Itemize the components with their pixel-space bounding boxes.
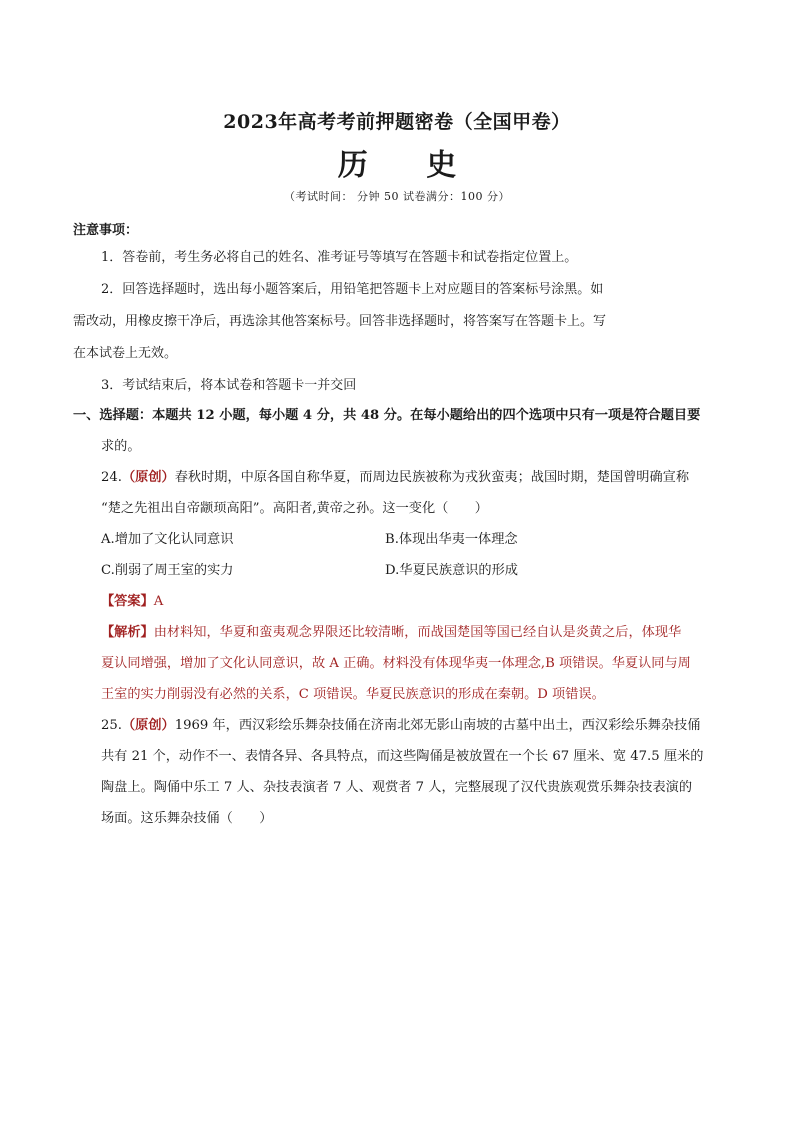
section-heading: 一、选择题：本题共 12 小题，每小题 4 分，共 48 分。在每小题给出的四个选项中只有一项是符合题目要 (73, 408, 701, 423)
answer-value: A (153, 594, 164, 609)
notice-item-1: 1．答卷前，考生务必将自己的姓名、准考证号等填写在答题卡和试卷指定位置上。 (101, 250, 578, 265)
question-25-line-1 (101, 718, 700, 734)
original-tag: （原创） (121, 718, 175, 733)
question-25-line-3: 陶盘上。陶俑中乐工 7 人、杂技表演者 7 人、观赏者 7 人，完整展现了汉代贵族观赏乐舞杂技表演的 (101, 780, 693, 795)
question-number: 24. (101, 470, 122, 485)
analysis-line-1 (101, 625, 681, 641)
section-heading-cont: 求的。 (101, 439, 141, 454)
analysis-label: 【解析】 (101, 625, 154, 640)
option-c: C.削弱了周王室的实力 (101, 563, 234, 578)
answer-label: 【答案】 (101, 594, 154, 609)
question-24-line-2: “楚之先祖出自帝颛顼高阳”。高阳者,黄帝之孙。这一变化（ ） (101, 501, 488, 516)
analysis-line-3: 王室的实力削弱没有必然的关系，C 项错误。华夏民族意识的形成在秦朝。D 项错误。 (101, 687, 605, 702)
question-stem: 春秋时期，中原各国自称华夏，而周边民族被称为戎狄蛮夷；战国时期，楚国曾明确宣称 (174, 470, 690, 485)
analysis-text: 由材料知，华夏和蛮夷观念界限还比较清晰，而战国楚国等国已经自认是炎黄之后，体现华 (153, 625, 682, 640)
question-number: 25. (101, 718, 122, 733)
question-25-line-4: 场面。这乐舞杂技俑（ ） (101, 811, 273, 826)
question-25-line-2: 共有 21 个，动作不一、表情各异、各具特点，而这些陶俑是被放置在一个长 67 厘米、宽 47.5 厘米的 (101, 749, 704, 764)
option-a: A.增加了文化认同意识 (101, 532, 234, 547)
notice-item-2: 2．回答选择题时，选出每小题答案后，用铅笔把答题卡上对应题目的答案标号涂黑。如 (101, 282, 604, 297)
option-d: D.华夏民族意识的形成 (385, 563, 518, 578)
question-stem: 1969 年，西汉彩绘乐舞杂技俑在济南北郊无影山南坡的古墓中出土，西汉彩绘乐舞杂技俑 (174, 718, 701, 733)
notice-item-2-end: 在本试卷上无效。 (73, 346, 178, 361)
notice-item-3: 3．考试结束后，将本试卷和答题卡一并交回 (101, 378, 357, 393)
answer-line (101, 594, 163, 610)
exam-title: 2023年高考考前押题密卷（全国甲卷） (223, 111, 571, 133)
option-b: B.体现出华夷一体理念 (385, 532, 518, 547)
analysis-line-2: 夏认同增强，增加了文化认同意识，故 A 正确。材料没有体现华夷一体理念,B 项错误。华夏认同与周 (101, 656, 691, 671)
notice-heading: 注意事项： (73, 223, 139, 238)
exam-info: （考试时间： 分钟 50 试卷满分：100 分） (284, 190, 510, 203)
subject-title: 历 史 (337, 148, 481, 183)
question-24-line-1 (101, 470, 689, 486)
original-tag: （原创） (121, 470, 175, 485)
notice-item-2-cont: 需改动，用橡皮擦干净后，再选涂其他答案标号。回答非选择题时，将答案写在答题卡上。写 (73, 314, 607, 329)
